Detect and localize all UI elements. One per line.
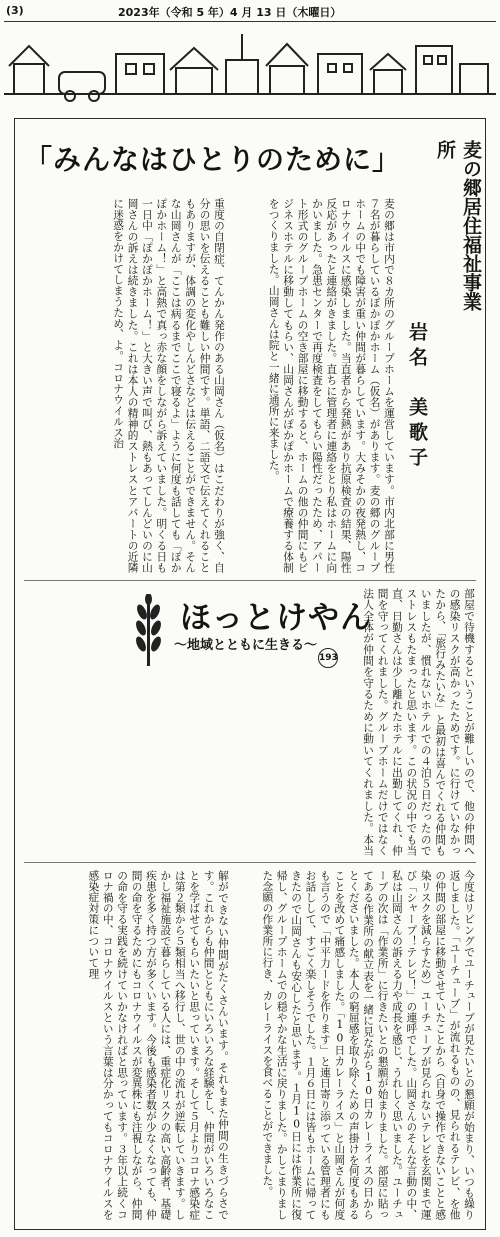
body-text: 今度はリビングでユーチューブが見たいとの懇願が始まり、いつも繰り返しました。「ユーチューブ」が流れるものの、見られるテレビ、を他の仲間の部屋に移動させていたことから（自身で操作できないことと感染リスクを減らすため）ユーチューブが見られないテレビを玄関まで運び「シャープ！テレビ！」の連呼でした。山岡さんのそんな言動の中、私は山岡さんの訴える力や成長を感じ、うれしく思いました。ユーチューブの次は「作業所」に行きたいとの懇願が始まりました。部屋に貼ってある作業所の献立表を一緒に見ながら10日カレーライスの日からとくださいました。本人の窮屈感を取り除くための声掛けを何度もあることを改めて痛感しました。「10日カレーライス」と山岡さんが何度も言うので「中平力ードを作ります」と連日寄り添っている管理者にもお話しして、すごく楽しそうでした。１月６日には皆もホームに帰ってきたので山岡さんも安心したと思います。１月10日には作業所に復帰し、グループホームでの穏やかな生活に戻りました。かしこまりました念願の作業所に行き、カレーライスを食べることができました。 [261,870,476,1220]
body-text: 重度の自閉症、てんかん発作のある山岡さん（仮名）はこだわりが強く、自分の思いを伝えることも難しい仲間です。単語、二語文で伝えてくれることもありますが、体調の変化やしんどさなどは伝えることができません。そんな山岡さんが「ここは病るまでここで寝るよ」ように何度も話しても「ぽかぽかホーム！」と高熱で真っ赤な顔をしながら訴えていました。明くる日も一日中「ぽかぽかホーム！」と大きい声で叫び、熱もあってしんどいのに山岡さんの訴えは続きました。これは本人の精神的ストレスとアパートの近隣に迷惑をかけてしまうため、よ。コロナウイルス治 [112,198,226,573]
body-text: 麦の郷は市内で８カ所のグループホームを運営しています。市内北部に男性７名が暮らしているぽかぽかホーム（仮名）があります。麦の郷のグループホームの中でも障害が重い仲間が暮らしています。大みそかの夜発熱し、コロナウイルスに感染しました。当直者から発熱があり抗原検査の結果、陽性反応があったと連絡がきました。直ちに管理者に連絡をとり私はホームに向かいました。急患センターで再度検査をしてもらい陽性だったため、アパート形式のグループホームの空き部屋に移動すると、ホームの他の仲間にもビジネスホテルに移動してもらい、山岡さんがぽかぽかホームで療養する体制をつくりました。山岡さんは院と一緒に通所に来ました。 [267,198,396,573]
issue-date: 2023年（令和 5 年）4 月 13 日（木曜日） [118,6,342,19]
body-tier-3-left [24,870,230,1220]
column-number-badge: 193 [318,648,338,668]
body-text: 解ができない仲間がたくさんいます。それもまた仲間の生きづらさです。これからも仲間とともにいろいろな経験をし、仲間がいろいろなことを学ばせてもらいたいと思っています。そして５月よりコロナ感染症は第２類から５類相当へ移行し、世の中の流れが逆転していきます。しかし福祉施設で暮らしている人には、重症化リスクの高い高齢者、基礎疾患を多く持つ方が多くいます。今後も感染者数が少なくなっても、仲間の命を守るためにもコロナウイルスが変異株にも注視しながら、仲間の命を守る実践を続けていかなければと思っています。３年以上続くコロナ禍の中、コロナウイルスという言葉は分かってもコロナウイルスを感染症対策について理 [87,870,230,1220]
page-number: (3) [6,4,24,17]
body-tier-2-right [360,588,476,856]
header-rule [4,21,496,22]
article-title: 「みんなはひとりのために」 [24,143,402,176]
tier-rule [24,862,476,863]
body-tier-3-right [236,870,476,1220]
column-logo [122,592,372,670]
column-logo-subtitle: 〜地域とともに生きる〜 [174,638,318,653]
author-name: 岩名 美歌子 [406,322,428,472]
townscape-illustration [4,24,496,110]
organization-name: 麦の郷居住福祉事業所 [434,140,482,311]
body-text: 部屋で待機するということが難しいので、他の仲間への感染リスクが高かったためです。に行けていなかったから、「旅行みたいな」と最初は喜んでくれる仲間もいましたが、慣れないホテルでの４泊５日だったのでストレスもたまったと思います。この状況の中でも当直、日勤さんは少し離れたホテルに出勤してくれ、仲間を守ってくれました。グループホームだけではなく法人全体が仲間を守るために動いてくれました。本当 [362,588,476,856]
column-logo-title: ほっとけやん [180,600,372,636]
body-tier-2-left [24,678,354,856]
wheat-icon [122,594,176,668]
body-tier-1-left [24,198,226,573]
body-tier-1-right [230,198,396,573]
page-header [0,0,500,22]
tier-rule [24,580,476,581]
